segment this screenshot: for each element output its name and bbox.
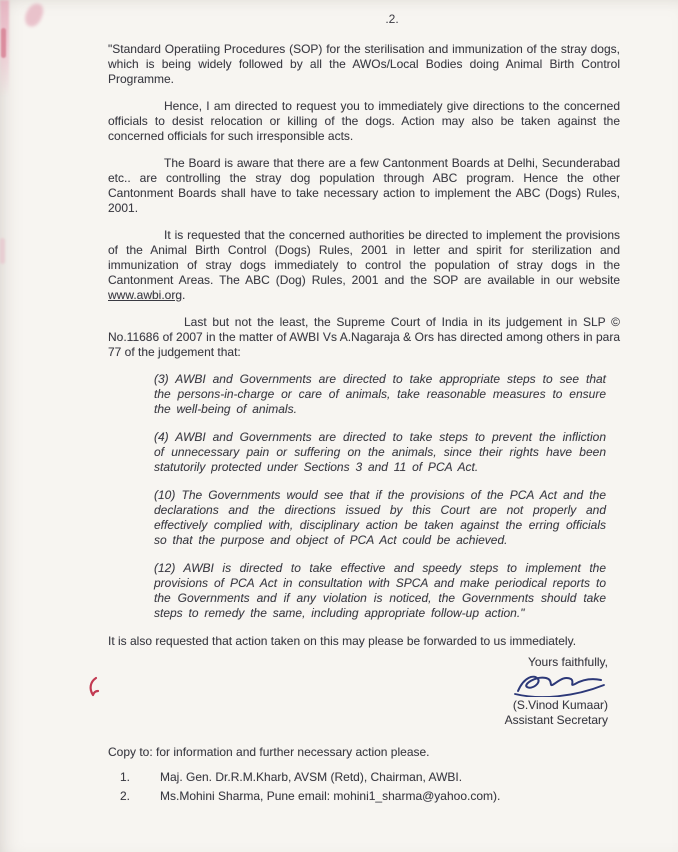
paragraph-abc-rules — [108, 228, 620, 303]
paragraph-sop: "Standard Operatiing Procedures (SOP) for the sterilisation and immunization of the stray dogs, which is being widely followed by all the AWOs/Local Bodies doing Animal Birth Control Programme. — [108, 42, 620, 86]
copy-item-text: Maj. Gen. Dr.R.M.Kharb, AVSM (Retd), Chairman, AWBI. — [160, 770, 463, 784]
copy-to-list — [108, 770, 620, 804]
paragraph-cantonment-boards: The Board is aware that there are a few Cantonment Boards at Delhi, Secunderabad etc.. are controlling the stray dog population through ABC program. Hence the other Cantonment Boards shall have to take necessary action to implement the ABC (Dogs) Rules, 2001. — [108, 156, 620, 215]
signature-scribble — [512, 671, 606, 697]
quote-para-10: (10) The Governments would see that if the provisions of the PCA Act and the declarations and the directions issued by this Court are not properly and effectively complied with, disciplinary action be taken against the erring officials so that the purpose and object of PCA Act could be achieved. — [154, 488, 606, 547]
quote-para-12: (12) AWBI is directed to take effective and speedy steps to implement the provisions of PCA Act in consultation with SPCA and make periodical reports to the Governments and if any violation is noticed, the Governments should take steps to remedy the same, including appropriate follow-up action." — [154, 561, 606, 620]
paragraph-directions: Hence, I am directed to request you to immediately give directions to the concerned officials to desist relocation or killing of the dogs. Action may also be taken against the concerned officials for such irresponsible acts. — [108, 99, 620, 143]
copy-item-text: Ms.Mohini Sharma, Pune email: mohini1_sharma@yahoo.com). — [160, 789, 501, 803]
paragraph-abc-rules-tail: . — [182, 288, 186, 302]
copy-to-line: Copy to: for information and further necessary action please. — [108, 745, 430, 759]
closing-line: It is also requested that action taken on this may please be forwarded to us immediately. — [108, 634, 577, 648]
quote-para-3: (3) AWBI and Governments are directed to take appropriate steps to see that the persons-in-charge or care of animals, take reasonable measures to ensure the well-being of animals. — [154, 372, 606, 416]
paragraph-supreme-court: Last but not the least, the Supreme Court of India in its judgement in SLP © No.11686 of 2007 in the matter of AWBI Vs A.Nagaraja & Ors has directed among others in para 77 of the judgement that: — [108, 315, 620, 359]
quote-para-4: (4) AWBI and Governments are directed to take steps to prevent the infliction of unnecessary pain or suffering on the animals, since their rights have been statutorily protected under Sections 3 and 11 of PCA Act. — [154, 430, 606, 474]
signature-block — [108, 655, 620, 728]
paragraph-abc-rules-text: It is requested that the concerned authorities be directed to implement the provisions of the Animal Birth Control (Dogs) Rules, 2001 in letter and spirit for sterilization and immunization of stray dogs immediately to control the population of stray dogs in the Cantonment Areas. The ABC (Dog) Rules, 2001 and the SOP are available in our website — [108, 228, 620, 287]
copy-to-item — [108, 770, 620, 785]
judgement-quotes — [154, 372, 606, 621]
signatory-title: Assistant Secretary — [504, 713, 608, 727]
copy-item-number: 2. — [120, 789, 131, 803]
red-pen-mark — [86, 676, 102, 700]
valediction: Yours faithfully, — [527, 655, 608, 669]
awbi-website-link[interactable]: www.awbi.org — [108, 288, 183, 302]
copy-item-number: 1. — [120, 770, 131, 784]
page-number: .2. — [385, 12, 399, 26]
copy-to-item — [108, 789, 620, 804]
signatory-name: (S.Vinod Kumaar) — [512, 698, 608, 712]
